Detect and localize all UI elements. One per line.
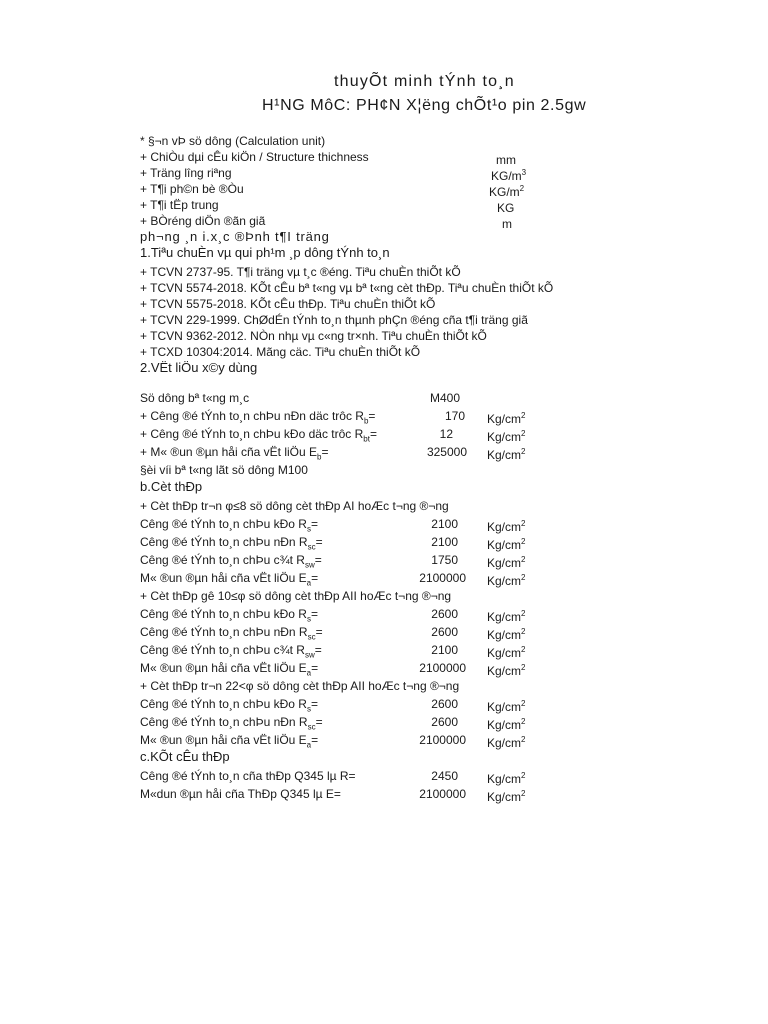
steel-property-unit: $Kg/cm^2$	[487, 609, 526, 624]
steel-property-unit: $Kg/cm^2$	[487, 717, 526, 732]
structural-steel-label: Cêng ®é tÝnh to¸n cña thÐp Q345 lµ R=	[140, 769, 356, 783]
steel-property-value: 2600	[431, 697, 458, 711]
standard-item: + TCXD 10304:2014. Mãng cäc. Tiªu chuÈn thiÕt kÕ	[140, 345, 421, 359]
steel-property-value: 2100000	[419, 661, 466, 675]
steel-property-label: Cêng ®é tÝnh to¸n chÞu kÐo $R_s=$	[140, 697, 318, 714]
doc-title: thuyÕt minh tÝnh to¸n	[334, 73, 515, 90]
structural-steel-heading: c.KÕt cÊu thÐp	[140, 749, 230, 764]
concrete-grade-value: M400	[430, 391, 461, 405]
steel-property-label: M« ®un ®µn håi cña vËt liÖu $E_a=$	[140, 661, 319, 678]
concrete-property-label: + M« ®un ®µn håi cña vËt liÖu $E_b=$	[140, 445, 329, 462]
unit-value: mm	[496, 153, 516, 167]
steel-property-unit: $Kg/cm^2$	[487, 699, 526, 714]
steel-property-value: 2100000	[419, 733, 466, 747]
lean-concrete-note: §èi víi bª t«ng lãt sö dông M100	[140, 463, 308, 477]
concrete-property-value: 12	[439, 427, 453, 441]
unit-value: m	[502, 217, 512, 231]
doc-subtitle: H¹NG MôC: PH¢N X¦ëng chÕt¹o pin 2.5gw	[262, 97, 587, 114]
steel-property-label: Cêng ®é tÝnh to¸n chÞu nÐn $R_{sc}=$	[140, 535, 323, 552]
structural-steel-label: M«dun ®µn håi cña ThÐp Q345 lµ E=	[140, 787, 341, 801]
concrete-property-unit: $Kg/cm^2$	[487, 447, 526, 462]
unit-value: KG	[497, 201, 515, 215]
steel-property-label: M« ®un ®µn håi cña vËt liÖu $E_a=$	[140, 571, 319, 588]
steel-property-label: Cêng ®é tÝnh to¸n chÞu nÐn $R_{sc}=$	[140, 715, 323, 732]
materials-heading: 2.VËt liÖu x©y dùng	[140, 360, 258, 375]
steel-property-value: 2100000	[419, 571, 466, 585]
standard-item: + TCVN 5574-2018. KÕt cÊu bª t«ng vµ bª t«ng cèt thÐp. Tiªu chuÈn thiÕt kÕ	[140, 281, 554, 295]
steel-property-label: Cêng ®é tÝnh to¸n chÞu c¾t $R_{sw}=$	[140, 553, 322, 570]
steel-property-label: Cêng ®é tÝnh to¸n chÞu kÐo $R_s=$	[140, 517, 318, 534]
steel-property-unit: $Kg/cm^2$	[487, 645, 526, 660]
standards-heading: 1.Tiªu chuÈn vµ qui ph¹m ¸p dông tÝnh to¸n	[140, 245, 390, 260]
steel-property-label: Cêng ®é tÝnh to¸n chÞu kÐo $R_s=$	[140, 607, 318, 624]
standard-item: + TCVN 5575-2018. KÕt cÊu thÐp. Tiªu chuÈn thiÕt kÕ	[140, 297, 436, 311]
steel-group-title: + Cèt thÐp tr¬n φ≤8 sö dông cèt thÐp AI hoÆc t¬ng ®¬ng	[140, 499, 449, 513]
steel-property-unit: $Kg/cm^2$	[487, 627, 526, 642]
unit-label: + ChiÒu dµi cÊu kiÖn / Structure thichness	[140, 150, 369, 164]
steel-property-unit: $Kg/cm^2$	[487, 519, 526, 534]
unit-label: + T¶i ph©n bè ®Òu	[140, 182, 244, 196]
steel-property-value: 2100	[431, 517, 458, 531]
steel-group-title: + Cèt thÐp tr¬n 22<φ sö dông cèt thÐp AII hoÆc t¬ng ®¬ng	[140, 679, 460, 693]
unit-value: $KG/m^2$	[489, 184, 525, 199]
steel-property-value: 2100	[431, 643, 458, 657]
units-heading: * §¬n vÞ sö dông (Calculation unit)	[140, 134, 326, 148]
steel-property-unit: $Kg/cm^2$	[487, 735, 526, 750]
concrete-grade-label: Sö dông bª t«ng m¸c	[140, 391, 250, 405]
concrete-property-unit: $Kg/cm^2$	[487, 411, 526, 426]
standard-item: + TCVN 9362-2012. NÒn nhµ vµ c«ng tr×nh. Tiªu chuÈn thiÕt kÕ	[140, 329, 487, 343]
steel-property-value: 2600	[431, 715, 458, 729]
steel-property-unit: $Kg/cm^2$	[487, 663, 526, 678]
unit-label: + Träng lîng riªng	[140, 166, 232, 180]
steel-property-label: Cêng ®é tÝnh to¸n chÞu c¾t $R_{sw}=$	[140, 643, 322, 660]
steel-property-value: 2600	[431, 625, 458, 639]
method-heading: ph¬ng ¸n i.x¸c ®Þnh t¶I träng	[140, 229, 330, 244]
steel-property-unit: $Kg/cm^2$	[487, 537, 526, 552]
steel-property-label: M« ®un ®µn håi cña vËt liÖu $E_a=$	[140, 733, 319, 750]
steel-group-title: + Cèt thÐp gê 10≤φ sö dông cèt thÐp AII hoÆc t¬ng ®¬ng	[140, 589, 452, 603]
structural-steel-unit: $Kg/cm^2$	[487, 789, 526, 804]
structural-steel-value: 2100000	[419, 787, 466, 801]
structural-steel-value: 2450	[431, 769, 458, 783]
concrete-property-value: 325000	[426, 445, 467, 459]
standard-item: + TCVN 229-1999. ChØdÉn tÝnh to¸n thµnh phÇn ®éng cña t¶i träng giã	[140, 313, 528, 327]
steel-property-unit: $Kg/cm^2$	[487, 555, 526, 570]
steel-property-value: 1750	[431, 553, 458, 567]
unit-label: + T¶i tËp trung	[140, 198, 219, 212]
concrete-property-label: + Cêng ®é tÝnh to¸n chÞu nÐn däc trôc $R_b=$	[140, 409, 376, 426]
concrete-property-label: + Cêng ®é tÝnh to¸n chÞu kÐo däc trôc $R_{bt}=$	[140, 427, 377, 444]
unit-label: + BÒréng diÖn ®ãn giã	[140, 214, 266, 228]
structural-steel-unit: $Kg/cm^2$	[487, 771, 526, 786]
unit-value: $KG/m^3$	[491, 168, 527, 183]
standard-item: + TCVN 2737-95. T¶i träng vµ t¸c ®éng. Tiªu chuÈn thiÕt kÕ	[140, 265, 461, 279]
steel-property-value: 2100	[431, 535, 458, 549]
concrete-property-unit: $Kg/cm^2$	[487, 429, 526, 444]
steel-property-value: 2600	[431, 607, 458, 621]
steel-property-unit: $Kg/cm^2$	[487, 573, 526, 588]
concrete-property-value: 170	[444, 409, 465, 423]
steel-heading: b.Cèt thÐp	[140, 479, 203, 494]
steel-property-label: Cêng ®é tÝnh to¸n chÞu nÐn $R_{sc}=$	[140, 625, 323, 642]
